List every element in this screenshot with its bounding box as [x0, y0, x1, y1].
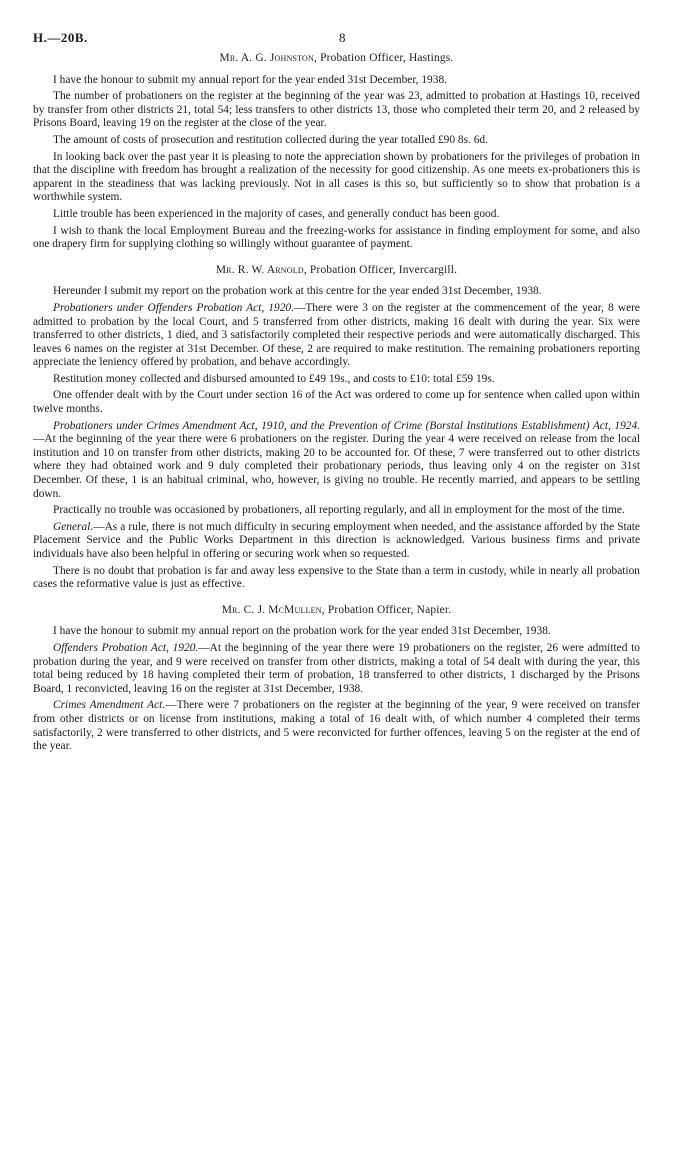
paragraph-text: —There were 3 on the register at the commencement of the year, 8 were admitted to probation by the local Court, and 5 transferred from other districts, making 16 dealt with during the year. Six were transferred to other districts, 1 died, and 3 satisfactorily completed their respective periods and were automatically discharged. This leaves 6 names on the register at 31st December. Of these, 2 are required to make restitution. The remaining probationers reporting appreciate the leniency offered by probation, and behave accordingly. — [33, 301, 640, 369]
paragraph-lead-heading: Offenders Probation Act, 1920. — [53, 641, 199, 654]
paragraph-text: In looking back over the past year it is pleasing to note the appreciation shown by probationers for the privileges of probation in that the discipline with freedom has brought a realization of the necessity for good citizenship. As one meets ex-probationers this is apparent in the steadiness that was lacking previously. Not in all cases is this so, but sufficiently so to show that probation is a worthwhile system. — [33, 150, 640, 204]
report-paragraph — [33, 151, 640, 205]
report-paragraph — [33, 625, 640, 639]
paragraph-text: —There were 7 probationers on the register at the beginning of the year, 9 were received on transfer from other districts or on license from institutions, making a total of 16 dealt with, of which number 4 completed their terms satisfactorily, 2 were transferred to other districts, and 5 were reconvicted for further offences, leaving 5 on the register at the end of the year. — [33, 699, 640, 753]
report-paragraph — [33, 285, 640, 299]
report-paragraph — [33, 302, 640, 370]
report-paragraph — [33, 208, 640, 222]
officer-role: , Probation Officer, Invercargill. — [303, 263, 458, 276]
paragraph-text: The number of probationers on the register at the beginning of the year was 23, admitted to probation at Hastings 10, received by transfer from other districts 21, total 54; less transfers to other districts 13, those who completed their term 20, and 2 released by Prisons Board, leaving 19 on the register at the close of the year. — [33, 90, 640, 130]
paragraph-text: Practically no trouble was occasioned by probationers, all reporting regularly, and all in employment for the most of the time. — [53, 504, 625, 517]
page-number: 8 — [339, 30, 346, 45]
paragraph-lead-heading: Probationers under Crimes Amendment Act, 1910, and the Prevention of Crime (Borstal Institutions Establishment) Act, 1924. — [53, 419, 640, 432]
report-paragraph — [33, 521, 640, 562]
paragraph-text: —At the beginning of the year there were 19 probationers on the register, 26 were admitted to probation during the year, and 9 were received on transfer from other districts, making a total of 54 dealt with during the year, this total being reduced by 18 having completed their term of probation, 18 transferred to other districts, 1 discharged by the Prisons Board, 1 reconvicted, leaving 16 on the register at 31st December, 1938. — [33, 641, 640, 695]
report-paragraph — [33, 642, 640, 696]
officer-role: , Probation Officer, Hastings. — [314, 52, 454, 64]
paragraph-text: Hereunder I submit my report on the probation work at this centre for the year ended 31st December, 1938. — [53, 285, 542, 298]
section-heading — [33, 264, 640, 278]
officer-name: Mr. C. J. McMullen — [221, 603, 322, 616]
paragraph-text: One offender dealt with by the Court under section 16 of the Act was ordered to come up for sentence when called upon within twelve months. — [33, 389, 640, 416]
document-reference: H.—20B. — [33, 30, 88, 45]
paragraph-text: The amount of costs of prosecution and restitution collected during the year totalled £90 8s. 6d. — [53, 133, 488, 146]
report-paragraph — [33, 225, 640, 252]
report-paragraph — [33, 504, 640, 518]
report-paragraph — [33, 420, 640, 502]
officer-role: , Probation Officer, Napier. — [321, 603, 452, 616]
report-paragraph — [33, 134, 640, 148]
section-heading — [33, 52, 640, 66]
running-header — [33, 30, 640, 52]
report-paragraph — [33, 90, 640, 131]
paragraph-text: Little trouble has been experienced in the majority of cases, and generally conduct has been good. — [53, 207, 500, 220]
paragraph-lead-heading: General. — [53, 520, 94, 533]
report-paragraph — [33, 373, 640, 387]
paragraph-text: I have the honour to submit my annual report for the year ended 31st December, 1938. — [53, 73, 447, 86]
report-body — [33, 52, 640, 754]
report-paragraph — [33, 389, 640, 416]
report-paragraph — [33, 699, 640, 753]
paragraph-text: I wish to thank the local Employment Bureau and the freezing-works for assistance in finding employment for some, and also one drapery firm for supplying clothing so willingly without guarantee of payment. — [33, 224, 640, 251]
paragraph-lead-heading: Probationers under Offenders Probation Act, 1920. — [53, 301, 294, 314]
report-paragraph — [33, 565, 640, 592]
paragraph-text: I have the honour to submit my annual report on the probation work for the year ended 31st December, 1938. — [53, 625, 551, 638]
paragraph-text: —As a rule, there is not much difficulty in securing employment when needed, and the assistance afforded by the State Placement Service and the Public Works Department in this direction is acknowledged. Various business firms and private individuals have also been helpful in offering or securing work when so requested. — [33, 520, 640, 560]
officer-name: Mr. A. G. Johnston — [219, 52, 314, 64]
paragraph-lead-heading: Crimes Amendment Act. — [53, 699, 166, 712]
paragraph-text: Restitution money collected and disbursed amounted to £49 19s., and costs to £10: total £59 19s. — [53, 372, 495, 385]
report-paragraph — [33, 74, 640, 88]
officer-name: Mr. R. W. Arnold — [215, 263, 304, 276]
section-heading — [33, 604, 640, 618]
paragraph-text: —At the beginning of the year there were 6 probationers on the register. During the year 4 were received on release from the local institution and 10 on transfer from other districts, making 20 to be accounted for. Of these, 7 were transferred out to other districts where they had obtained work and 9 duly completed their probationary periods, thus leaving only 4 on the register on 31st December. Of these, 1 is an habitual criminal, who, however, is giving no trouble. He recently married, and appears to be settling down. — [33, 433, 640, 500]
paragraph-text: There is no doubt that probation is far and away less expensive to the State than a term in custody, while in nearly all probation cases the reformative value is just as effective. — [33, 564, 640, 591]
